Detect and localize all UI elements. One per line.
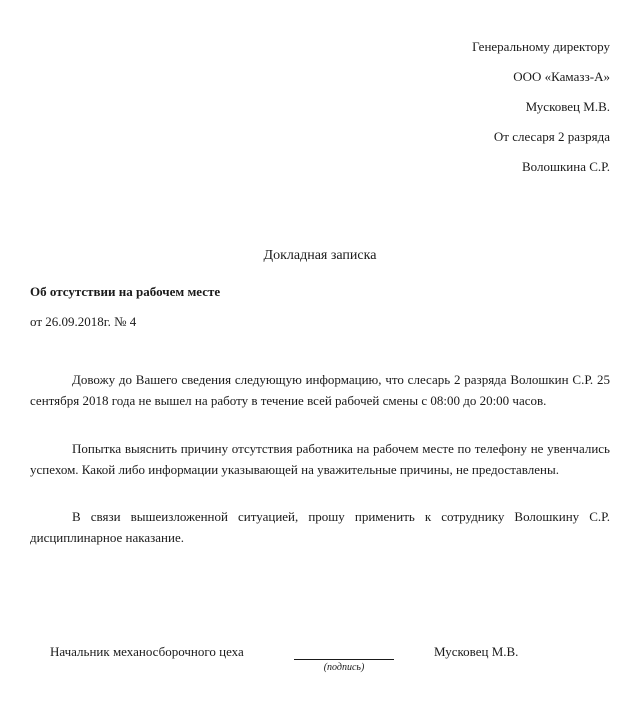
document-title: Докладная записка xyxy=(263,248,377,263)
addressee-block xyxy=(472,32,610,182)
addressee-name: Мусковец М.В. xyxy=(525,99,610,114)
document-date-number: от 26.09.2018г. № 4 xyxy=(30,314,137,329)
signatory-position: Начальник механосборочного цеха xyxy=(50,644,244,659)
signatory-name: Мусковец М.В. xyxy=(434,644,519,659)
addressee-company: ООО «Камазз-А» xyxy=(513,69,610,84)
signature-line xyxy=(294,659,394,660)
body-paragraph-3: В связи вышеизложенной ситуацией, прошу применить к сотруднику Волошкину С.Р. дисциплинарное наказание. xyxy=(30,509,610,545)
sender-position: От слесаря 2 разряда xyxy=(493,129,610,144)
body-paragraph-2: Попытка выяснить причину отсутствия работника на рабочем месте по телефону не увенчались успехом. Какой либо информации указывающей на уважительные причины, не предоставлены. xyxy=(30,441,610,477)
document-subject: Об отсутствии на рабочем месте xyxy=(30,284,221,299)
addressee-position: Генеральному директору xyxy=(472,39,610,54)
sender-name: Волошкина С.Р. xyxy=(521,159,610,174)
body-paragraph-1: Довожу до Вашего сведения следующую информацию, что слесарь 2 разряда Волошкин С.Р. 25 сентября 2018 года не вышел на работу в течение всей рабочей смены с 08:00 до 20:00 часов. xyxy=(30,372,610,408)
signature-caption: (подпись) xyxy=(323,662,365,673)
